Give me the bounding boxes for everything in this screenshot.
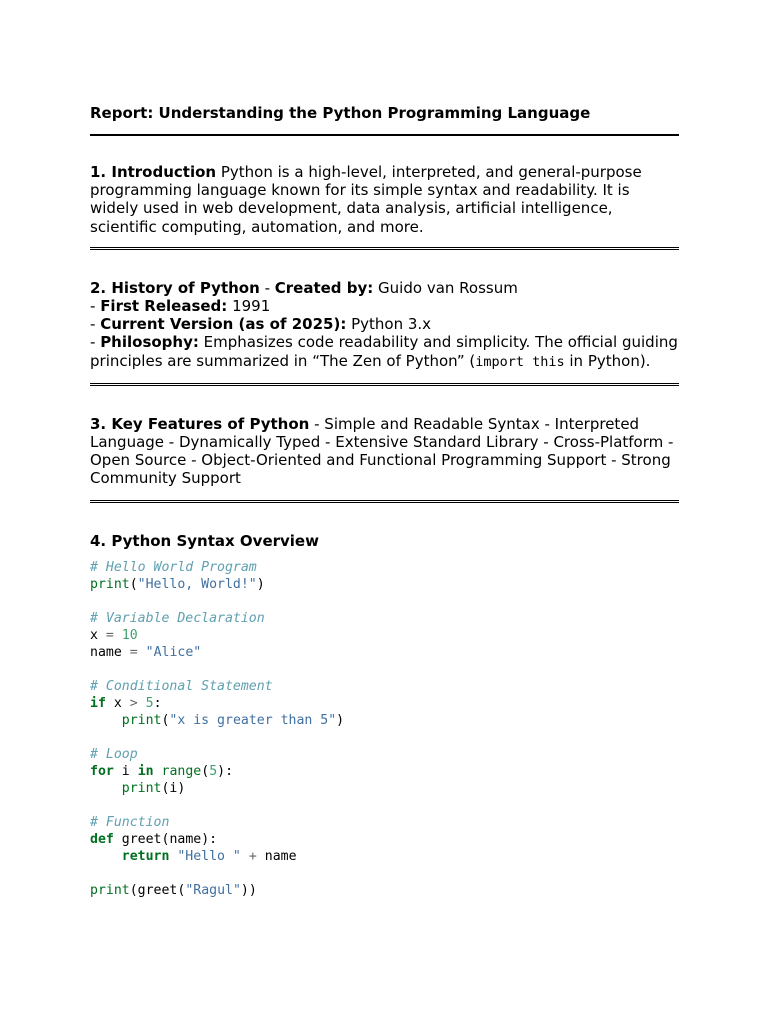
intro-heading: 1. Introduction [90, 163, 217, 181]
inline-code: import this [475, 353, 565, 370]
section-features [90, 415, 679, 488]
code-number: 10 [121, 627, 138, 643]
code-string: "Hello, World!" [137, 576, 257, 592]
first-released-label: First Released: [100, 297, 228, 316]
report-content [90, 103, 679, 899]
intro-text: Python is a high-level, interpreted, and general-purpose programming language known for its simple syntax and readability. It is widely used in web development, data analysis, artificial intelligence, scientific computing, automation, and more. [90, 163, 642, 236]
code-comment: # Loop [90, 746, 138, 762]
philosophy-value: Emphasizes code readability and simplicity. The official guiding principles are summarized in “The Zen of Python” ( [90, 333, 678, 370]
features-heading: 3. Key Features of Python [90, 414, 310, 433]
section-divider [90, 247, 679, 250]
current-version-label: Current Version (as of 2025): [100, 315, 347, 334]
philosophy-tail: in Python). [564, 351, 651, 370]
code-block: # Hello World Program print("Hello, World!") # Variable Declaration x = 10 name = "Alice" # Conditional Statement if x > 5: print("x is greater than 5") # Loop for i in range(5): print(i) # Function def greet(name): return "Hello " + name print(greet("Ragul")) [90, 559, 345, 898]
code-comment: # Variable Declaration [90, 610, 265, 626]
features-text: - Simple and Readable Syntax - Interpreted Language - Dynamically Typed - Extensive Standard Library - Cross-Platform - Open Source - Object-Oriented and Functional Programming Support - Strong Community Support [90, 414, 674, 488]
created-by-value: Guido van Rossum [373, 278, 518, 297]
first-released-value: 1991 [227, 297, 271, 316]
section-divider [90, 383, 679, 386]
code-comment: # Conditional Statement [90, 678, 273, 694]
syntax-heading: 4. Python Syntax Overview [90, 531, 319, 550]
title-rule [90, 134, 679, 136]
code-string: "Alice" [145, 644, 202, 660]
created-by-label: Created by: [274, 278, 374, 297]
report-title: Report: Understanding the Python Programming Language [90, 104, 591, 122]
code-comment: # Function [90, 814, 170, 830]
philosophy-label: Philosophy: [100, 333, 199, 352]
section-introduction [90, 163, 679, 236]
code-builtin: print [90, 576, 130, 592]
section-divider [90, 500, 679, 503]
code-keyword: if [90, 695, 106, 711]
history-heading: 2. History of Python [90, 278, 260, 297]
current-version-value: Python 3.x [346, 315, 432, 334]
code-comment: # Hello World Program [90, 559, 257, 575]
section-history: 2. History of Python - Created by: Guido van Rossum - First Released: 1991 - Current Version (as of 2025): Python 3.x - Philosophy: Emphasizes code readability and simplicity. The official guiding principles are summarized in “The Zen of Python” (import this in Python). [90, 278, 678, 370]
